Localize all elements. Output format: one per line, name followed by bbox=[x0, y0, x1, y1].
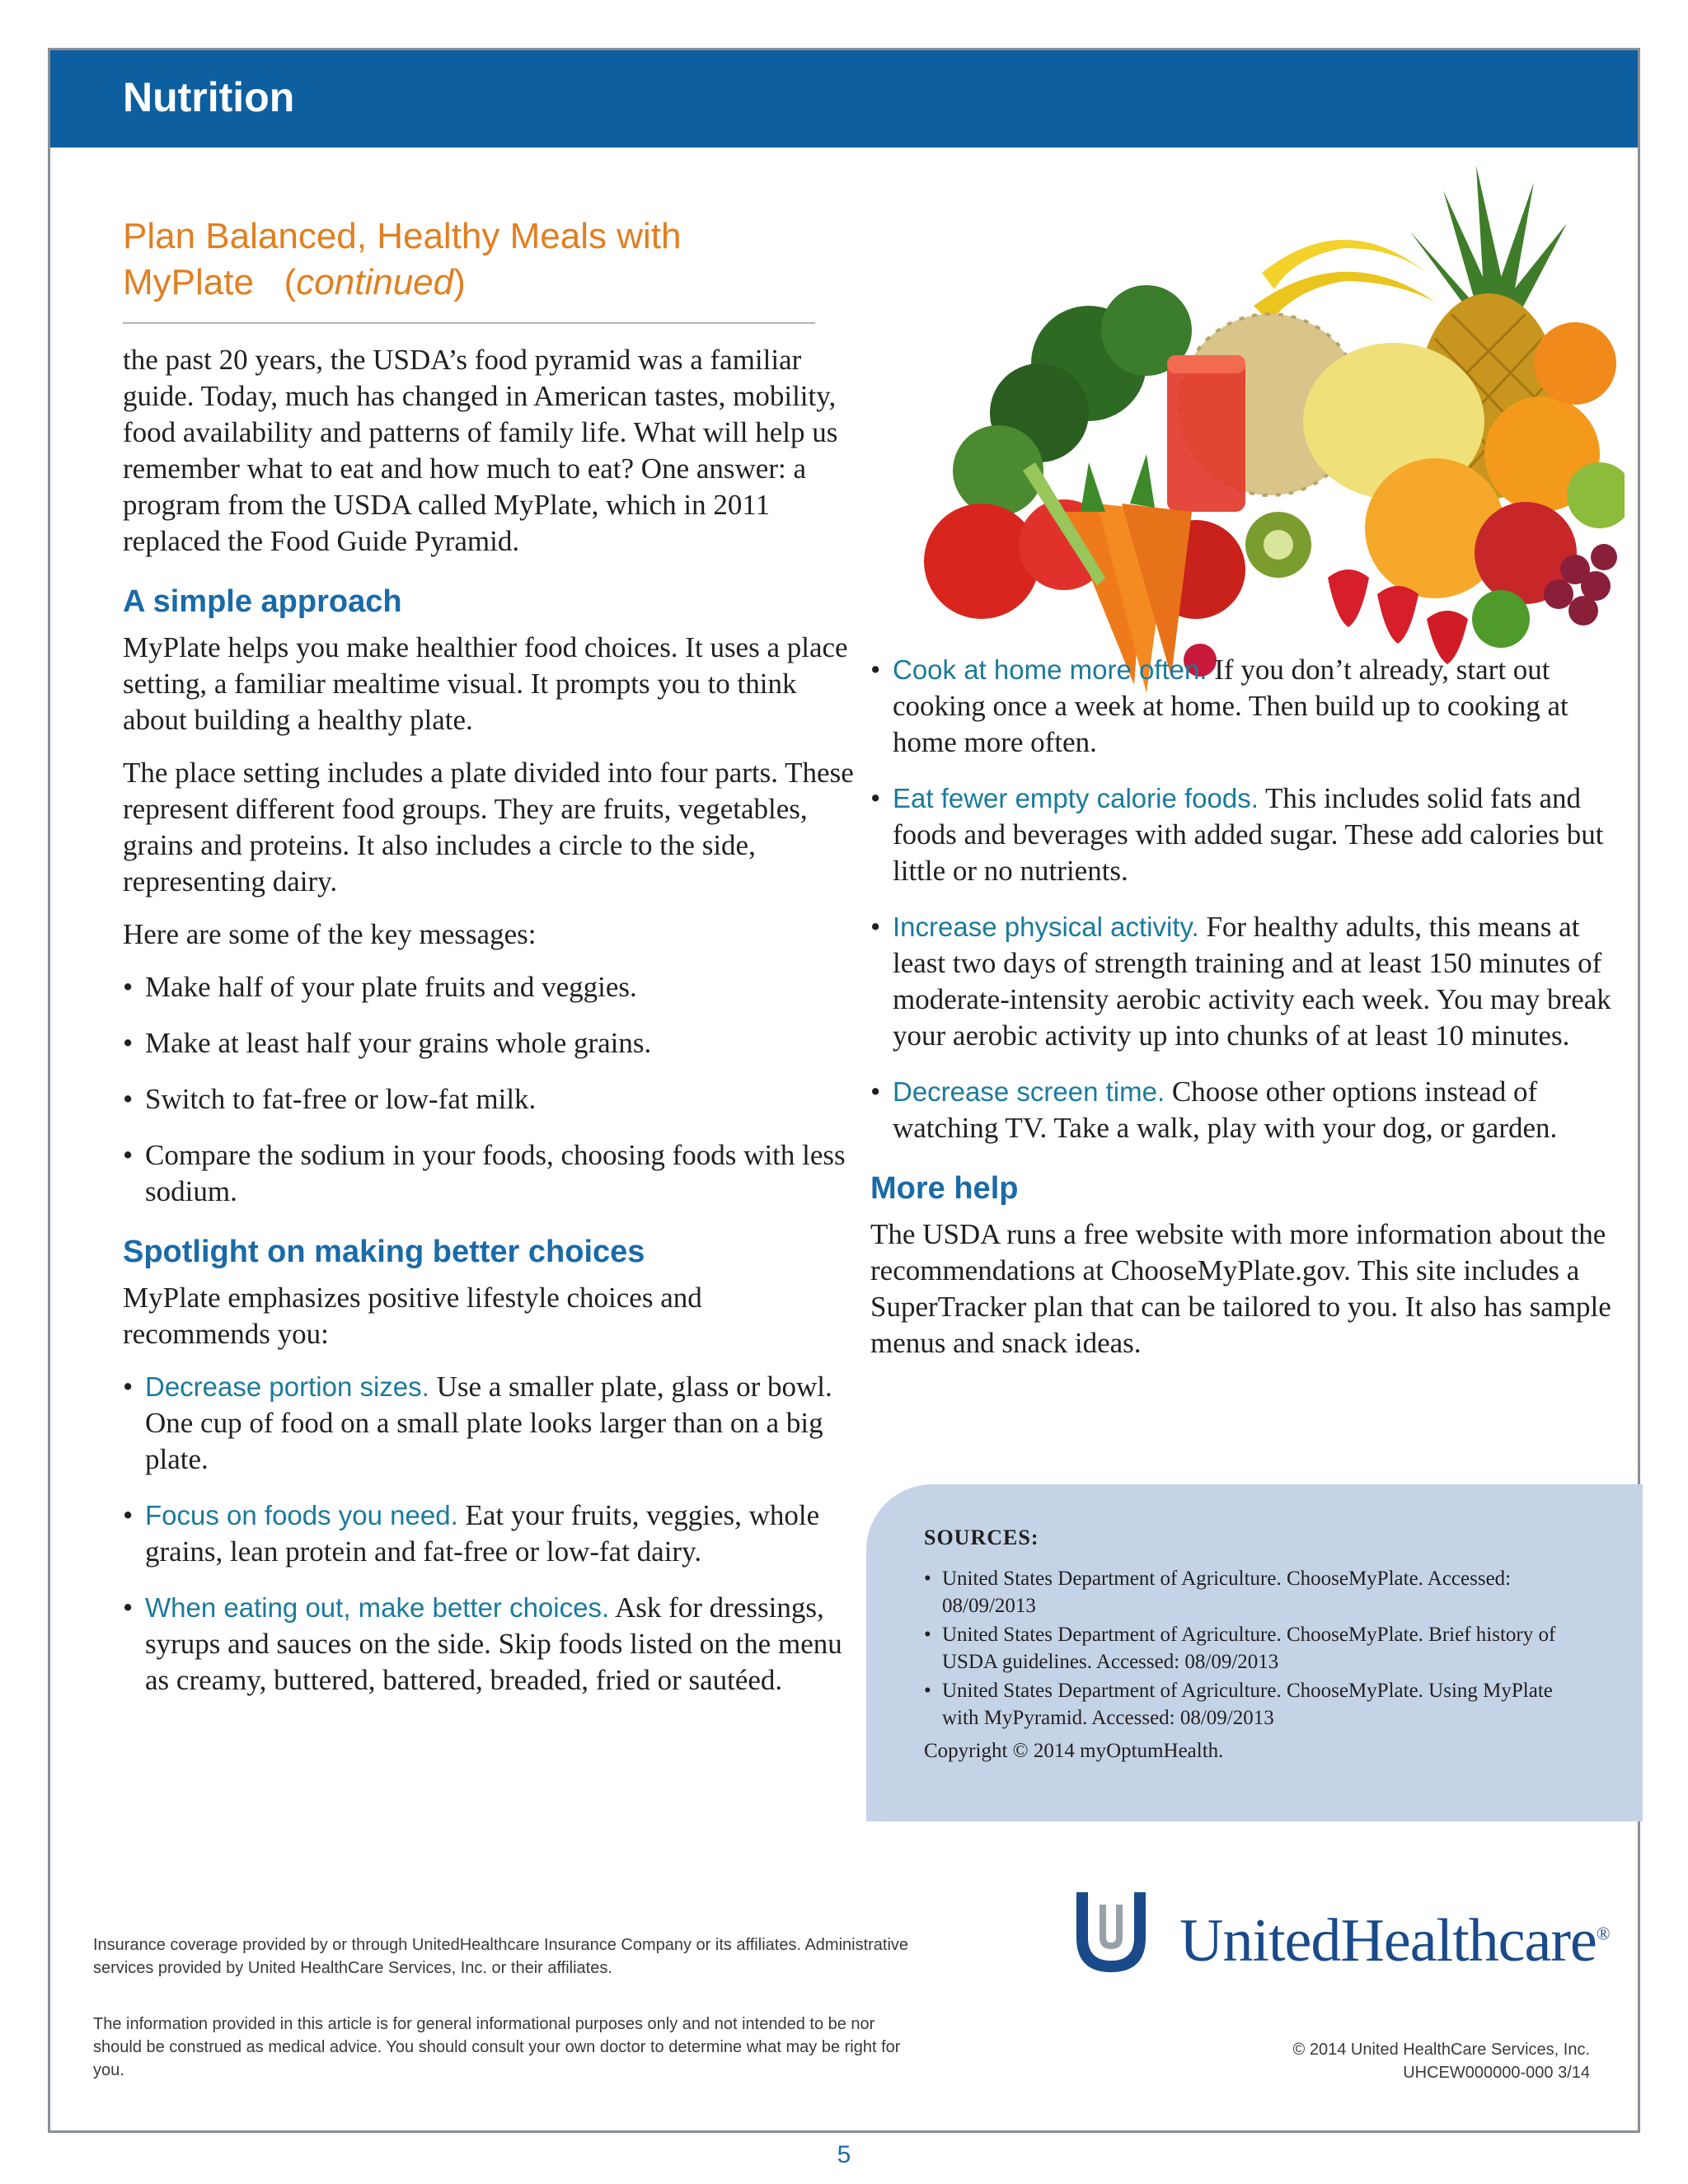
simple-approach-heading: A simple approach bbox=[123, 584, 402, 619]
list-item: • United States Department of Agriculture. ChooseMyPlate. Brief history of USDA guidelines. Accessed: 08/09/2013 bbox=[924, 1624, 1556, 1673]
intro-paragraph: the past 20 years, the USDA’s food pyramid was a familiar guide. Today, much has changed in American tastes, mobility, food availability and patterns of family life. What will help us remember what to eat and how much to eat? One answer: a program from the USDA called MyPlate, which in 2011 replaced the Food Guide Pyramid. bbox=[123, 344, 838, 557]
sources-list bbox=[924, 1565, 1593, 1732]
simple-p2: The place setting includes a plate divided into four parts. These represent different food groups. They are fruits, vegetables, grains and proteins. It also includes a circle to the side, representing dairy. bbox=[123, 757, 854, 898]
spotlight-heading: Spotlight on making better choices bbox=[123, 1235, 645, 1269]
key-messages-list bbox=[123, 969, 856, 1210]
section-banner bbox=[50, 50, 1638, 148]
u-shield-icon bbox=[1060, 1880, 1167, 1979]
list-item: • United States Department of Agriculture. ChooseMyPlate. Using MyPlate with MyPyramid. Accessed: 08/09/2013 bbox=[924, 1680, 1553, 1729]
right-column bbox=[870, 652, 1612, 1378]
logo-registered: ® bbox=[1596, 1923, 1610, 1944]
fruits-vegetables-image bbox=[899, 157, 1625, 701]
list-item: • Focus on foods you need. Eat your fruits, veggies, whole grains, lean protein and fat-free or low-fat dairy. bbox=[123, 1499, 820, 1568]
simple-p1: MyPlate helps you make healthier food choices. It uses a place setting, a familiar mealtime visual. It prompts you to think about building a healthy plate. bbox=[123, 631, 848, 736]
spotlight-list-right bbox=[870, 652, 1612, 1146]
article-title-continued: continued bbox=[296, 262, 454, 302]
spotlight-list-left bbox=[123, 1369, 856, 1699]
list-item: • Make at least half your grains whole grains. bbox=[123, 1027, 652, 1059]
banner-title: Nutrition bbox=[123, 74, 295, 120]
footer-copyright: © 2014 United HealthCare Services, Inc. bbox=[1292, 2041, 1590, 2059]
sources-copyright: Copyright © 2014 myOptumHealth. bbox=[924, 1740, 1224, 1762]
list-item: • United States Department of Agriculture. ChooseMyPlate. Accessed: 08/09/2013 bbox=[924, 1568, 1512, 1617]
sources-box bbox=[866, 1484, 1643, 1821]
footer-disclaimer: The information provided in this article is for general informational purposes only and not intended to be nor should be construed as medical advice. You should consult your own doctor to determine what may be right for you. bbox=[93, 2015, 901, 2079]
article-title-open: ( bbox=[284, 262, 297, 302]
page-number: 5 bbox=[837, 2141, 851, 2168]
page-frame bbox=[48, 48, 1640, 2133]
article-title bbox=[123, 213, 815, 324]
left-column bbox=[123, 213, 856, 1718]
logo-text: UnitedHealthcare bbox=[1179, 1907, 1597, 1975]
unitedhealthcare-logo bbox=[1060, 1880, 1610, 1979]
footer-copyright-block bbox=[1293, 2038, 1590, 2084]
simple-p3: Here are some of the key messages: bbox=[123, 918, 537, 950]
sources-title: SOURCES: bbox=[924, 1526, 1039, 1549]
list-item: • Compare the sodium in your foods, choosing foods with less sodium. bbox=[123, 1139, 846, 1207]
article-title-main: Plan Balanced, Healthy Meals with MyPlate bbox=[123, 216, 682, 302]
article-title-close: ) bbox=[453, 262, 466, 302]
more-help-text: The USDA runs a free website with more information about the recommendations at ChooseMyPlate.gov. This site includes a SuperTracker plan that can be tailored to you. It also has sample menus and snack ideas. bbox=[870, 1218, 1611, 1359]
list-item: • Switch to fat-free or low-fat milk. bbox=[123, 1083, 537, 1115]
list-item: • When eating out, make better choices. Ask for dressings, syrups and sauces on the side. Skip foods listed on the menu as creamy, buttered, battered, breaded, fried or sautéed. bbox=[123, 1591, 842, 1696]
list-item: • Decrease portion sizes. Use a smaller plate, glass or bowl. One cup of food on a small plate looks larger than on a big plate. bbox=[123, 1371, 832, 1475]
list-item: • Increase physical activity. For healthy adults, this means at least two days of strength training and at least 150 minutes of moderate-intensity aerobic activity each week. You may break your aerobic activity up into chunks of at least 10 minutes. bbox=[870, 911, 1611, 1052]
spotlight-intro: MyPlate emphasizes positive lifestyle choices and recommends you: bbox=[123, 1282, 702, 1350]
list-item: • Cook at home more often. If you don’t already, start out cooking once a week at home. Then build up to cooking at home more often. bbox=[870, 654, 1568, 758]
list-item: • Decrease screen time. Choose other options instead of watching TV. Take a walk, play with your dog, or garden. bbox=[870, 1076, 1558, 1144]
more-help-heading: More help bbox=[870, 1171, 1019, 1206]
list-item: • Eat fewer empty calorie foods. This includes solid fats and foods and beverages with added sugar. These add calories but little or no nutrients. bbox=[870, 782, 1604, 887]
footer-code: UHCEW000000-000 3/14 bbox=[1403, 2064, 1590, 2082]
footer-insurance-note: Insurance coverage provided by or through UnitedHealthcare Insurance Company or its affiliates. Administrative services provided by United HealthCare Services, Inc. or their affiliates. bbox=[93, 1936, 909, 1977]
list-item: • Make half of your plate fruits and veggies. bbox=[123, 971, 637, 1003]
